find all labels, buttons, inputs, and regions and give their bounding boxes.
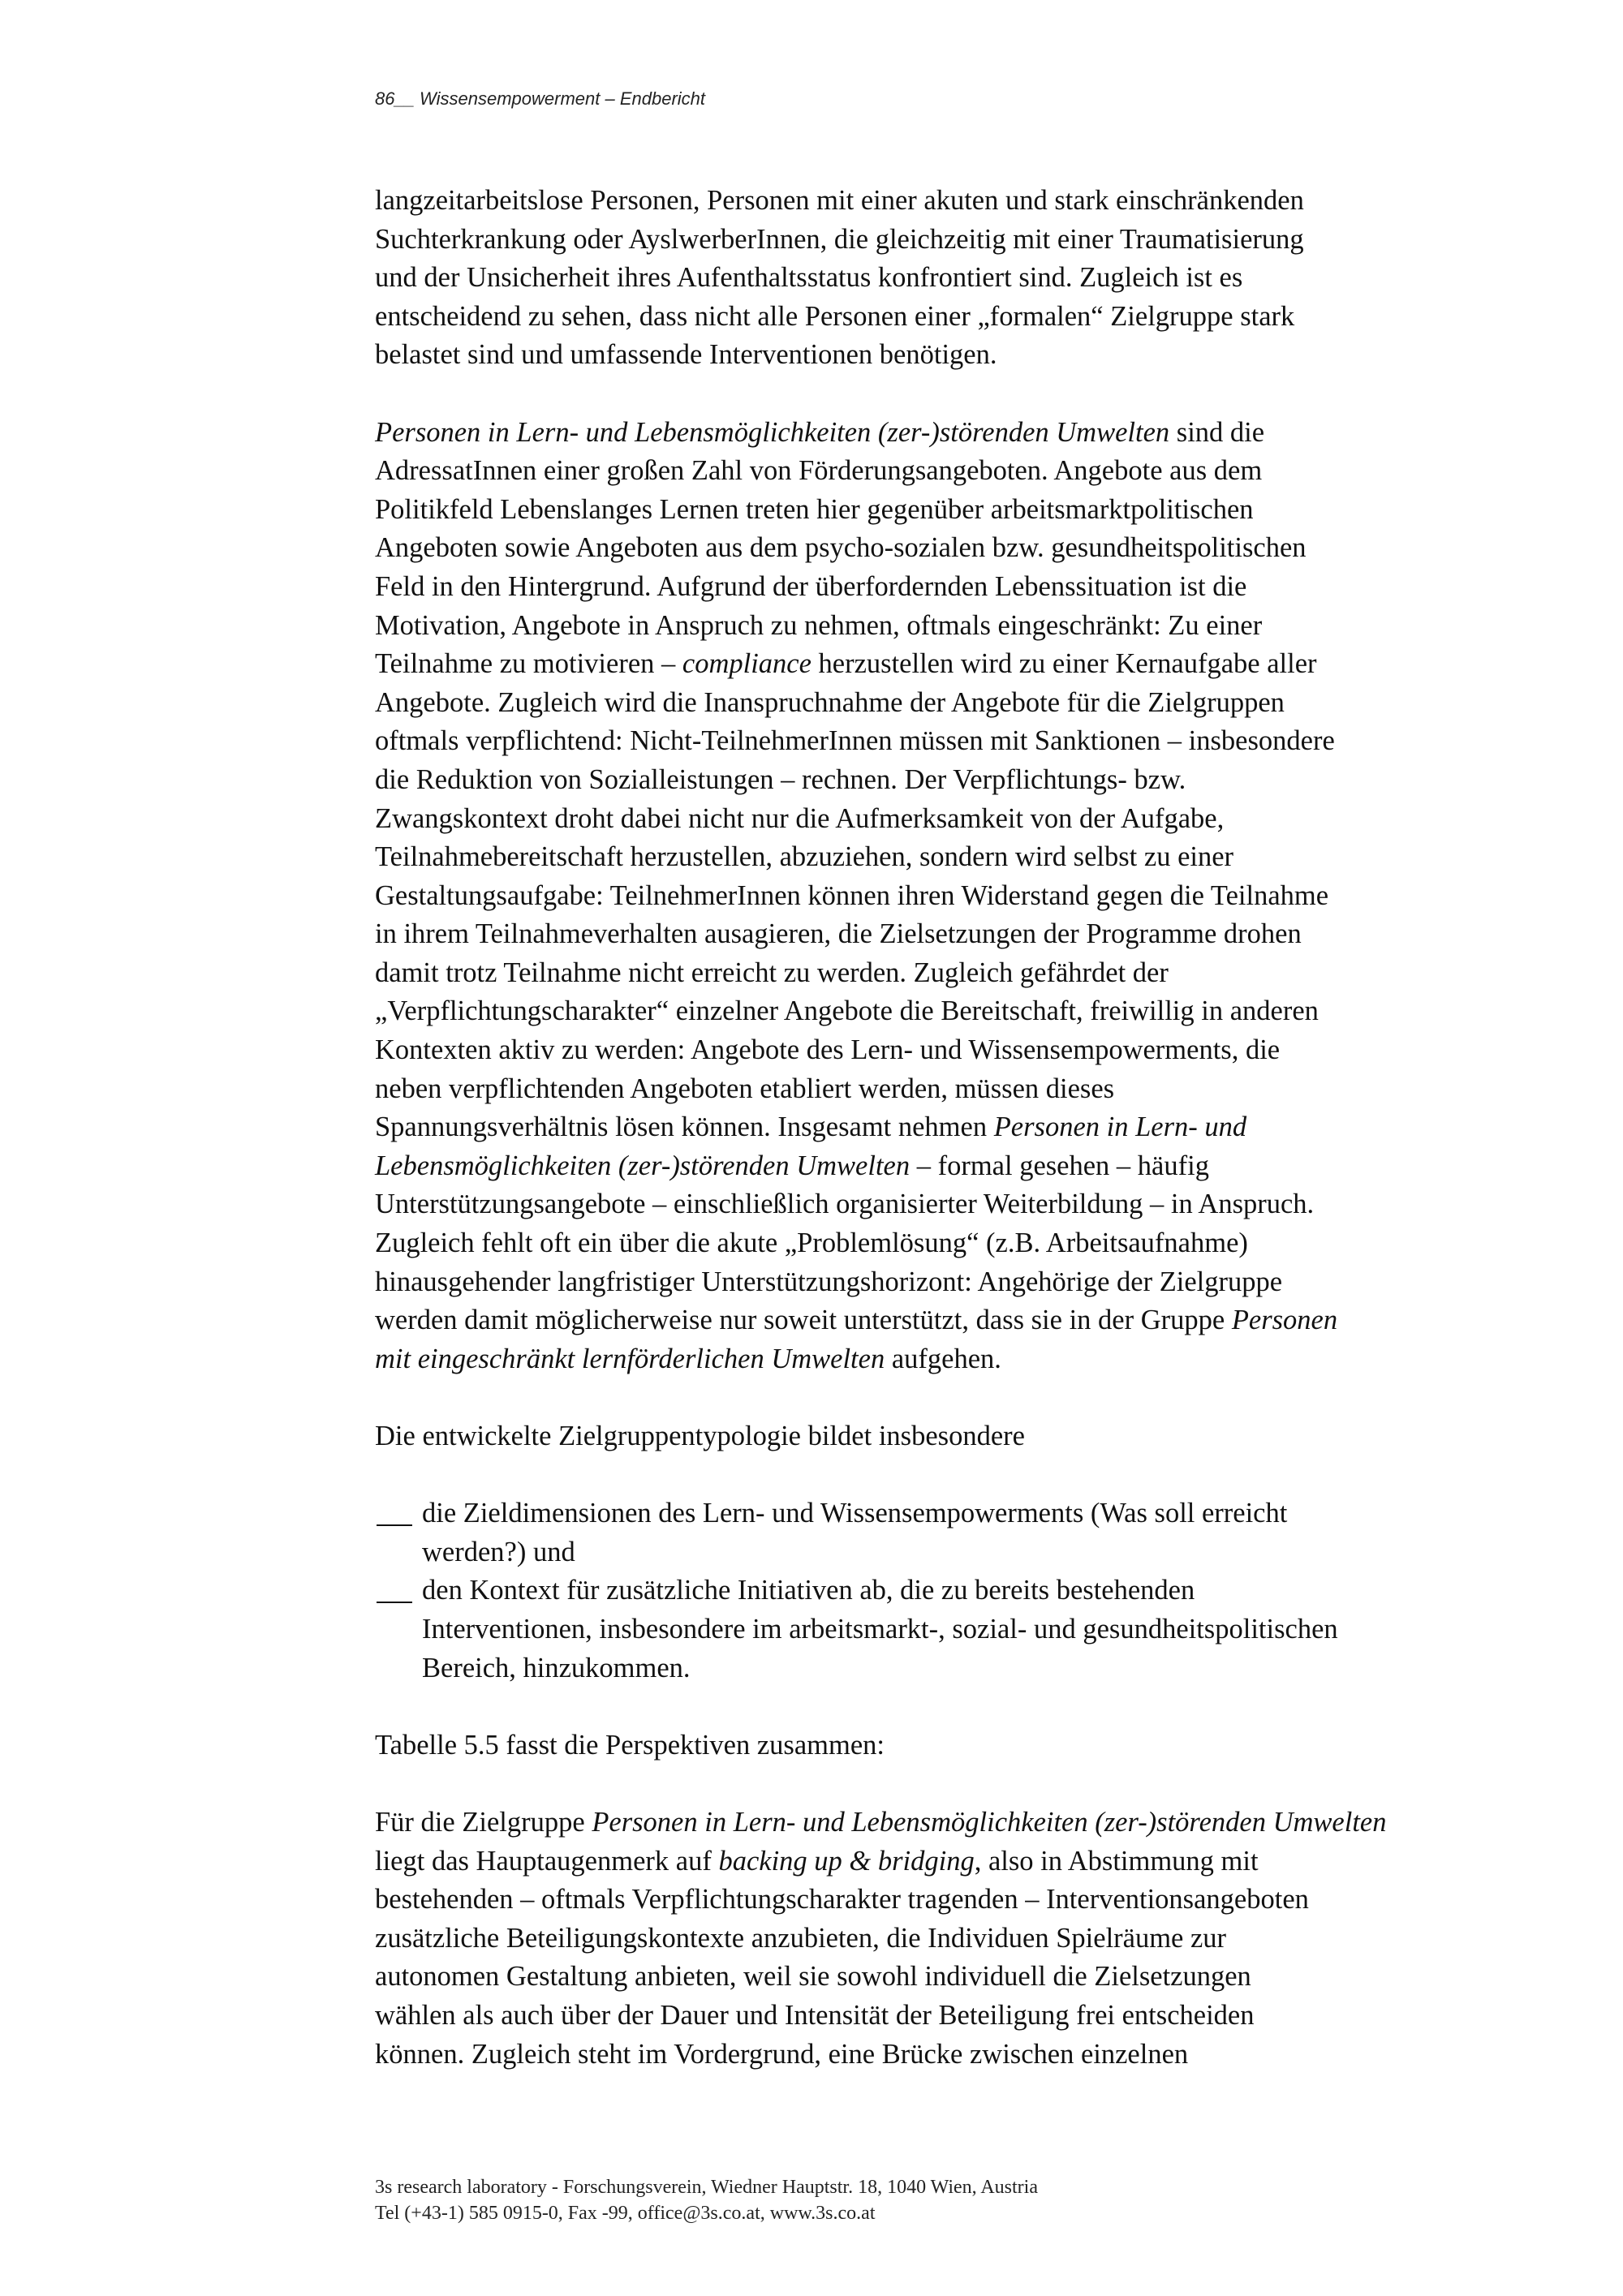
emphasis-text: compliance (682, 648, 812, 680)
text-line: werden?) und (422, 1536, 575, 1567)
paragraph-1 (375, 182, 1479, 375)
text-span: herzustellen wird zu einer Kernaufgabe aller (811, 648, 1317, 680)
emphasis-text: mit eingeschränkt lernförderlichen Umwelten (375, 1343, 885, 1374)
text-span: Teilnahme zu motivieren – (375, 648, 682, 680)
text-line (375, 1842, 1479, 1881)
text-line: bestehenden – oftmals Verpflichtungscharakter tragenden – Interventionsangeboten (375, 1884, 1309, 1915)
text-line: AdressatInnen einer großen Zahl von Förderungsangeboten. Angebote aus dem (375, 455, 1263, 487)
paragraph-4: Tabelle 5.5 fasst die Perspektiven zusammen: (375, 1729, 885, 1761)
text-line: die Zieldimensionen des Lern- und Wissensempowerments (Was soll erreicht (422, 1498, 1288, 1529)
text-line: Interventionen, insbesondere im arbeitsmarkt-, sozial- und gesundheitspolitischen (422, 1613, 1338, 1645)
text-line: autonomen Gestaltung anbieten, weil sie sowohl individuell die Zielsetzungen (375, 1961, 1251, 1993)
text-line: Politikfeld Lebenslanges Lernen treten hier gegenüber arbeitsmarktpolitischen (375, 493, 1254, 525)
text-line: neben verpflichtenden Angeboten etabliert werden, müssen dieses (375, 1073, 1115, 1104)
text-line: entscheidend zu sehen, dass nicht alle Personen einer „formalen“ Zielgruppe stark (375, 300, 1295, 332)
text-line: Motivation, Angebote in Anspruch zu nehmen, oftmals eingeschränkt: Zu einer (375, 609, 1263, 641)
text-span: liegt das Hauptaugenmerk auf (375, 1845, 719, 1877)
text-line: Zugleich fehlt oft ein über die akute „Problemlösung“ (z.B. Arbeitsaufnahme) (375, 1228, 1248, 1259)
bullet-list (375, 1494, 1479, 1688)
text-line: zusätzliche Beteiligungskontexte anzubieten, die Individuen Spielräume zur (375, 1922, 1227, 1954)
text-line: Angebote. Zugleich wird die Inanspruchnahme der Angebote für die Zielgruppen (375, 686, 1285, 718)
text-line: wählen als auch über der Dauer und Intensität der Beteiligung frei entscheiden (375, 1999, 1255, 2031)
text-line: Unterstützungsangebote – einschließlich organisierter Weiterbildung – in Anspruch. (375, 1189, 1315, 1220)
emphasis-text: backing up & bridging (718, 1845, 975, 1877)
text-line: den Kontext für zusätzliche Initiativen ab, die zu bereits bestehenden (422, 1575, 1195, 1606)
text-span: sind die (1169, 416, 1265, 448)
text-line: Angeboten sowie Angeboten aus dem psycho-sozialen bzw. gesundheitspolitischen (375, 532, 1307, 564)
text-span: aufgehen. (885, 1343, 1001, 1374)
text-line: „Verpflichtungscharakter“ einzelner Angebote die Bereitschaft, freiwillig in anderen (375, 995, 1319, 1027)
text-line: in ihrem Teilnahmeverhalten ausagieren, die Zielsetzungen der Programme drohen (375, 918, 1302, 950)
list-item (375, 1572, 1479, 1688)
emphasis-text: Personen in Lern- und (993, 1111, 1247, 1143)
text-line: hinausgehender langfristiger Unterstützungshorizont: Angehörige der Zielgruppe (375, 1266, 1283, 1297)
text-line: langzeitarbeitslose Personen, Personen mit einer akuten und stark einschränkenden (375, 185, 1304, 216)
text-line: Gestaltungsaufgabe: TeilnehmerInnen können ihren Widerstand gegen die Teilnahme (375, 879, 1329, 911)
emphasis-text: Personen in Lern- und Lebensmöglichkeiten (zer-)störenden Umwelten (592, 1806, 1387, 1838)
paragraph-5 (375, 1804, 1479, 2074)
text-line: Suchterkrankung oder AyslwerberInnen, die gleichzeitig mit einer Traumatisierung (375, 223, 1304, 255)
text-span: Für die Zielgruppe (375, 1806, 592, 1838)
text-line: Kontexten aktiv zu werden: Angebote des Lern- und Wissensempowerments, die (375, 1034, 1281, 1066)
body-text (375, 182, 1479, 2113)
text-line (375, 1147, 1479, 1186)
text-span: Spannungsverhältnis lösen können. Insgesamt nehmen (375, 1111, 994, 1143)
text-line (375, 414, 1479, 453)
text-line: oftmals verpflichtend: Nicht-TeilnehmerInnen müssen mit Sanktionen – insbesondere (375, 725, 1335, 757)
text-line: Bereich, hinzukommen. (422, 1652, 691, 1683)
emphasis-text: Personen (1231, 1305, 1338, 1336)
text-line (375, 1340, 1479, 1379)
footer-contact: Tel (+43-1) 585 0915-0, Fax -99, office@3s.co.at, www.3s.co.at (375, 2203, 876, 2224)
text-line (375, 1804, 1479, 1842)
text-span: werden damit möglicherweise nur soweit unterstützt, dass sie in der Gruppe (375, 1305, 1232, 1336)
bullet-dash-icon (375, 1494, 414, 1533)
emphasis-text: Personen in Lern- und Lebensmöglichkeiten (zer-)störenden Umwelten (375, 416, 1170, 448)
text-line (375, 1301, 1479, 1340)
text-span: , also in Abstimmung mit (974, 1845, 1259, 1877)
text-line: können. Zugleich steht im Vordergrund, eine Brücke zwischen einzelnen (375, 2038, 1189, 2070)
paragraph-3: Die entwickelte Zielgruppentypologie bildet insbesondere (375, 1421, 1025, 1451)
text-line (375, 1108, 1479, 1147)
list-item (375, 1494, 1479, 1572)
paragraph-2 (375, 414, 1479, 1379)
text-line: Teilnahmebereitschaft herzustellen, abzuziehen, sondern wird selbst zu einer (375, 841, 1234, 873)
emphasis-text: Lebensmöglichkeiten (zer-)störenden Umwelten (375, 1150, 911, 1181)
running-header: 86__ Wissensempowerment – Endbericht (375, 88, 706, 109)
text-line: belastet sind und umfassende Interventionen benötigen. (375, 339, 997, 371)
text-line: und der Unsicherheit ihres Aufenthaltsstatus konfrontiert sind. Zugleich ist es (375, 262, 1243, 294)
text-line: Feld in den Hintergrund. Aufgrund der überfordernden Lebenssituation ist die (375, 570, 1247, 602)
bullet-dash-icon (375, 1572, 414, 1610)
text-span: – formal gesehen – häufig (910, 1150, 1209, 1181)
text-line: Zwangskontext droht dabei nicht nur die Aufmerksamkeit von der Aufgabe, (375, 802, 1225, 834)
text-line (375, 645, 1479, 684)
text-line: damit trotz Teilnahme nicht erreicht zu werden. Zugleich gefährdet der (375, 957, 1169, 988)
page-footer (375, 2174, 1038, 2226)
text-line: die Reduktion von Sozialleistungen – rechnen. Der Verpflichtungs- bzw. (375, 763, 1186, 795)
footer-address: 3s research laboratory - Forschungsverein, Wiedner Hauptstr. 18, 1040 Wien, Austria (375, 2177, 1038, 2198)
